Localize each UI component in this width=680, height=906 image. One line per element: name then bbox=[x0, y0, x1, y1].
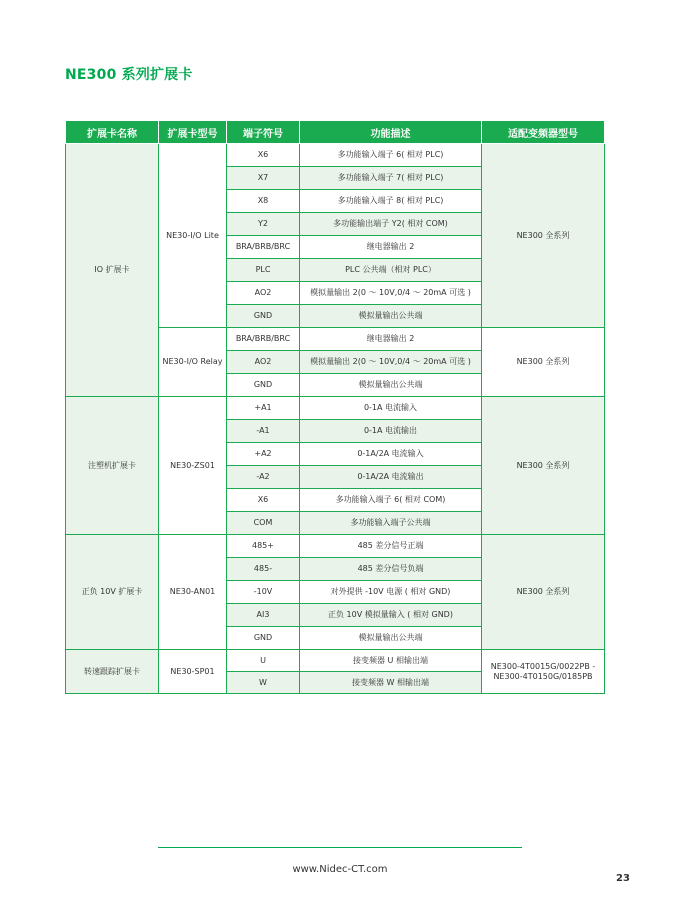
terminal-symbol-cell: BRA/BRB/BRC bbox=[227, 328, 300, 351]
table-row bbox=[66, 535, 605, 558]
terminal-symbol-cell: X6 bbox=[227, 489, 300, 512]
function-description-cell: 多功能输入端子 8( 相对 PLC) bbox=[300, 190, 482, 213]
expansion-card-table bbox=[65, 120, 605, 694]
terminal-symbol-cell: W bbox=[227, 672, 300, 694]
function-description-cell: 485 差分信号正端 bbox=[300, 535, 482, 558]
card-name-cell: 正负 10V 扩展卡 bbox=[66, 535, 159, 650]
card-model-cell: NE30-ZS01 bbox=[159, 397, 227, 535]
function-description-cell: 模拟量输出公共端 bbox=[300, 374, 482, 397]
function-description-cell: 多功能输入端子 7( 相对 PLC) bbox=[300, 167, 482, 190]
footer-divider bbox=[158, 847, 522, 848]
terminal-symbol-cell: U bbox=[227, 650, 300, 672]
header-card-name: 扩展卡名称 bbox=[66, 121, 159, 144]
terminal-symbol-cell: AO2 bbox=[227, 282, 300, 305]
terminal-symbol-cell: +A1 bbox=[227, 397, 300, 420]
function-description-cell: 模拟量输出 2(0 ～ 10V,0/4 ～ 20mA 可选 ) bbox=[300, 351, 482, 374]
function-description-cell: 0-1A/2A 电流输出 bbox=[300, 466, 482, 489]
terminal-symbol-cell: X6 bbox=[227, 144, 300, 167]
function-description-cell: 多功能输入端子 6( 相对 PLC) bbox=[300, 144, 482, 167]
card-name-cell: 转速跟踪扩展卡 bbox=[66, 650, 159, 694]
function-description-cell: 接变频器 W 相输出端 bbox=[300, 672, 482, 694]
function-description-cell: 0-1A 电流输入 bbox=[300, 397, 482, 420]
compatible-drive-cell: NE300 全系列 bbox=[482, 397, 605, 535]
function-description-cell: 0-1A/2A 电流输入 bbox=[300, 443, 482, 466]
function-description-cell: 多功能输入端子公共端 bbox=[300, 512, 482, 535]
function-description-cell: 继电器输出 2 bbox=[300, 236, 482, 259]
terminal-symbol-cell: -10V bbox=[227, 581, 300, 604]
footer-url: www.Nidec-CT.com bbox=[292, 864, 388, 875]
terminal-symbol-cell: GND bbox=[227, 627, 300, 650]
terminal-symbol-cell: X8 bbox=[227, 190, 300, 213]
terminal-symbol-cell: GND bbox=[227, 374, 300, 397]
table-row bbox=[66, 144, 605, 167]
function-description-cell: 0-1A 电流输出 bbox=[300, 420, 482, 443]
function-description-cell: 多功能输入端子 6( 相对 COM) bbox=[300, 489, 482, 512]
terminal-symbol-cell: GND bbox=[227, 305, 300, 328]
terminal-symbol-cell: -A1 bbox=[227, 420, 300, 443]
page-title: NE300 系列扩展卡 bbox=[65, 67, 193, 83]
terminal-symbol-cell: PLC bbox=[227, 259, 300, 282]
table-row bbox=[66, 650, 605, 672]
table-body bbox=[66, 144, 605, 694]
table-header-row bbox=[66, 121, 605, 144]
terminal-symbol-cell: COM bbox=[227, 512, 300, 535]
function-description-cell: 对外提供 -10V 电源 ( 相对 GND) bbox=[300, 581, 482, 604]
card-model-cell: NE30-AN01 bbox=[159, 535, 227, 650]
card-name-cell: 注塑机扩展卡 bbox=[66, 397, 159, 535]
function-description-cell: PLC 公共端（相对 PLC） bbox=[300, 259, 482, 282]
function-description-cell: 模拟量输出 2(0 ～ 10V,0/4 ～ 20mA 可选 ) bbox=[300, 282, 482, 305]
page-number: 23 bbox=[616, 873, 630, 884]
compatible-drive-cell: NE300 全系列 bbox=[482, 328, 605, 397]
card-model-cell: NE30-I/O Lite bbox=[159, 144, 227, 328]
function-description-cell: 接变频器 U 相输出端 bbox=[300, 650, 482, 672]
terminal-symbol-cell: 485+ bbox=[227, 535, 300, 558]
header-card-model: 扩展卡型号 bbox=[159, 121, 227, 144]
compatible-drive-cell: NE300 全系列 bbox=[482, 144, 605, 328]
function-description-cell: 485 差分信号负端 bbox=[300, 558, 482, 581]
card-name-cell: IO 扩展卡 bbox=[66, 144, 159, 397]
terminal-symbol-cell: X7 bbox=[227, 167, 300, 190]
terminal-symbol-cell: BRA/BRB/BRC bbox=[227, 236, 300, 259]
terminal-symbol-cell: AO2 bbox=[227, 351, 300, 374]
header-compatible-drive: 适配变频器型号 bbox=[482, 121, 605, 144]
header-terminal-symbol: 端子符号 bbox=[227, 121, 300, 144]
terminal-symbol-cell: -A2 bbox=[227, 466, 300, 489]
header-function-description: 功能描述 bbox=[300, 121, 482, 144]
table-row bbox=[66, 397, 605, 420]
compatible-drive-cell: NE300 全系列 bbox=[482, 535, 605, 650]
terminal-symbol-cell: Y2 bbox=[227, 213, 300, 236]
compatible-drive-cell: NE300-4T0015G/0022PB - NE300-4T0150G/0185PB bbox=[482, 650, 605, 694]
terminal-symbol-cell: 485- bbox=[227, 558, 300, 581]
function-description-cell: 模拟量输出公共端 bbox=[300, 305, 482, 328]
card-model-cell: NE30-I/O Relay bbox=[159, 328, 227, 397]
function-description-cell: 正负 10V 模拟量输入 ( 相对 GND) bbox=[300, 604, 482, 627]
function-description-cell: 多功能输出端子 Y2( 相对 COM) bbox=[300, 213, 482, 236]
card-model-cell: NE30-SP01 bbox=[159, 650, 227, 694]
terminal-symbol-cell: AI3 bbox=[227, 604, 300, 627]
function-description-cell: 继电器输出 2 bbox=[300, 328, 482, 351]
function-description-cell: 模拟量输出公共端 bbox=[300, 627, 482, 650]
terminal-symbol-cell: +A2 bbox=[227, 443, 300, 466]
